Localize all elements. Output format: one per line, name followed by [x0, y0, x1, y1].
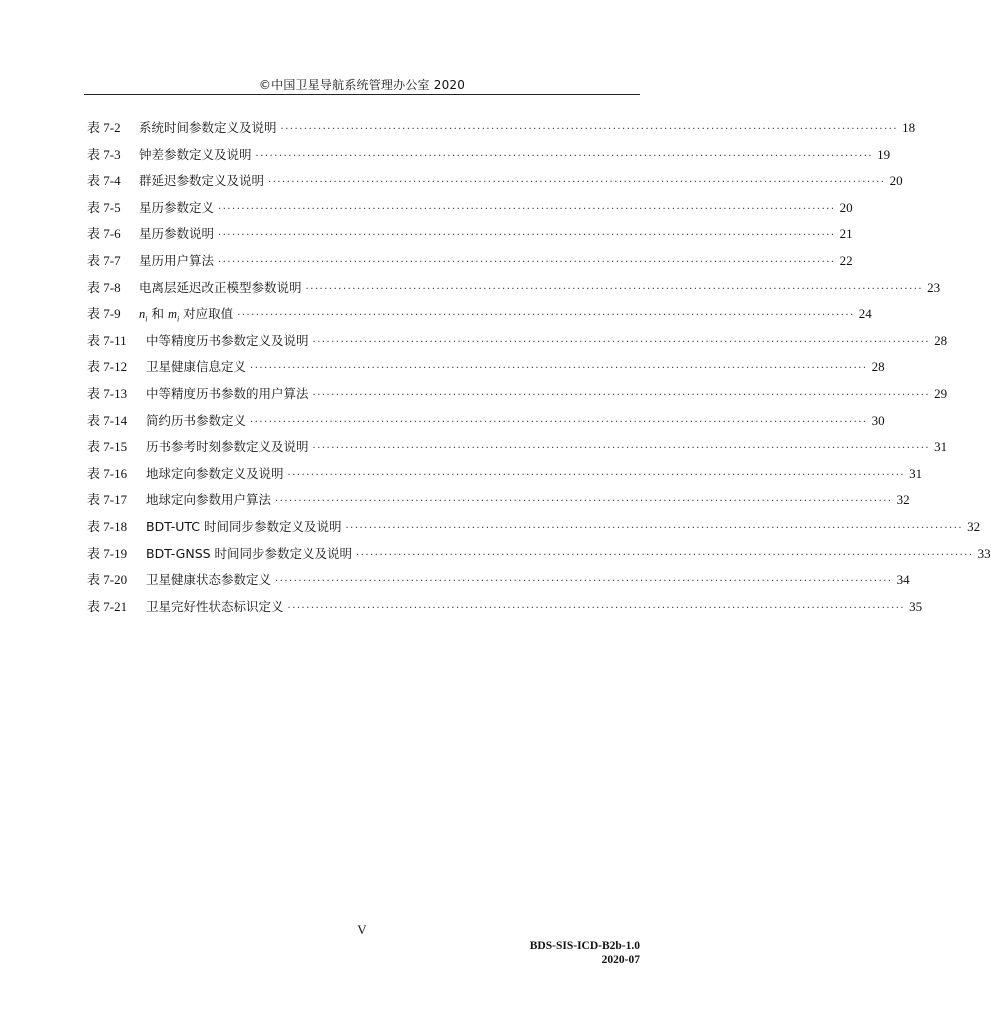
toc-leader: ····································································································································	[287, 469, 906, 481]
toc-page: 22	[839, 252, 853, 268]
toc-label: 表 7-3	[87, 146, 121, 162]
toc-leader: ····································································································································	[356, 549, 974, 561]
toc-label: 表 7-4	[87, 173, 121, 189]
doc-date: 2020-07	[601, 954, 640, 966]
toc-label: 表 7-18	[87, 518, 128, 534]
toc-leader: ····································································································································	[268, 177, 886, 189]
subscript-i: i	[145, 314, 148, 324]
toc-title: BDT-GNSS 时间同步参数定义及说明	[146, 545, 353, 561]
toc-title: 卫星健康状态参数定义	[146, 572, 272, 588]
toc-label: 表 7-16	[87, 465, 128, 481]
toc-label: 表 7-8	[87, 279, 121, 295]
toc-title: 中等精度历书参数的用户算法	[146, 385, 309, 401]
toc-entry-7-6[interactable]	[87, 223, 853, 250]
toc-entry-7-8[interactable]	[87, 277, 941, 304]
toc-title: 卫星健康信息定义	[146, 359, 247, 375]
toc-entry-7-14[interactable]	[87, 410, 885, 437]
toc-entry-7-5[interactable]	[87, 197, 853, 224]
toc-label: 表 7-9	[87, 306, 121, 322]
toc-title: 历书参考时刻参数定义及说明	[146, 439, 309, 455]
toc-page: 31	[934, 439, 948, 455]
toc-title: 星历参数说明	[139, 226, 215, 242]
toc-title: 群延迟参数定义及说明	[139, 173, 265, 189]
toc-page: 34	[896, 572, 910, 588]
toc-leader: ····································································································································	[218, 230, 836, 242]
toc-leader: ····································································································································	[218, 203, 836, 215]
toc-page: 21	[839, 226, 853, 242]
toc-leader: ····································································································································	[312, 389, 931, 401]
toc-page: 28	[871, 359, 885, 375]
toc-leader: ····································································································································	[275, 576, 893, 588]
toc-leader: ····································································································································	[250, 416, 868, 428]
toc-label: 表 7-12	[87, 359, 128, 375]
toc-title: 简约历书参数定义	[146, 412, 247, 428]
toc-entry-7-16[interactable]	[87, 463, 923, 490]
toc-page: 19	[877, 146, 891, 162]
toc-leader: ····································································································································	[312, 443, 931, 455]
toc-entry-7-2[interactable]	[87, 117, 916, 144]
toc-page: 23	[927, 279, 941, 295]
toc-label: 表 7-6	[87, 226, 121, 242]
toc-title: 中等精度历书参数定义及说明	[146, 332, 309, 348]
toc-leader: ····································································································································	[280, 124, 899, 135]
toc-title: 电离层延迟改正模型参数说明	[139, 279, 302, 295]
page-number: V	[357, 922, 367, 937]
toc-title: 钟差参数定义及说明	[139, 146, 252, 162]
toc-entry-7-19[interactable]	[87, 543, 991, 570]
toc-page: 32	[967, 518, 981, 534]
toc-title	[139, 304, 233, 324]
toc-entry-7-13[interactable]	[87, 383, 948, 410]
page-header: ©中国卫星导航系统管理办公室 2020	[258, 78, 466, 92]
toc-label: 表 7-21	[87, 598, 128, 614]
toc-title: 星历用户算法	[139, 252, 215, 268]
toc-title: BDT-UTC 时间同步参数定义及说明	[146, 518, 342, 534]
toc-entry-7-4[interactable]	[87, 170, 903, 197]
toc-leader: ····································································································································	[237, 310, 855, 322]
toc-leader: ····································································································································	[345, 522, 964, 534]
document-identifier	[530, 939, 640, 967]
toc-label: 表 7-13	[87, 385, 128, 401]
variable-m: m	[167, 307, 177, 322]
toc-leader: ····································································································································	[287, 602, 906, 614]
toc-title: 系统时间参数定义及说明	[139, 120, 277, 135]
toc-title: 卫星完好性状态标识定义	[146, 598, 284, 614]
toc-title: 地球定向参数用户算法	[146, 492, 272, 508]
title-conjunction: 和	[147, 306, 168, 322]
toc-label: 表 7-7	[87, 252, 121, 268]
toc-page: 31	[909, 465, 923, 481]
toc-leader: ····································································································································	[250, 363, 868, 375]
toc-entry-7-12[interactable]	[87, 356, 885, 383]
toc-entry-7-7[interactable]	[87, 250, 853, 277]
toc-entry-7-21[interactable]	[87, 596, 923, 623]
toc-leader: ····································································································································	[255, 150, 874, 162]
toc-page: 18	[902, 120, 916, 135]
toc-page: 20	[839, 199, 853, 215]
toc-page: 30	[871, 412, 885, 428]
toc-entry-7-11[interactable]	[87, 330, 948, 357]
toc-page: 35	[909, 598, 923, 614]
toc-label: 表 7-20	[87, 572, 128, 588]
toc-label: 表 7-14	[87, 412, 128, 428]
toc-page: 20	[889, 173, 903, 189]
toc-label: 表 7-2	[87, 120, 121, 135]
toc-label: 表 7-15	[87, 439, 128, 455]
toc-entry-7-18[interactable]	[87, 516, 981, 543]
toc-entry-7-20[interactable]	[87, 569, 910, 596]
toc-leader: ····································································································································	[218, 256, 836, 268]
toc-page: 29	[934, 385, 948, 401]
toc-page: 28	[934, 332, 948, 348]
toc-page: 32	[896, 492, 910, 508]
toc-entry-7-17[interactable]	[87, 489, 910, 516]
table-of-contents	[87, 117, 991, 622]
toc-page: 24	[858, 306, 872, 322]
toc-entry-7-15[interactable]	[87, 436, 948, 463]
header-divider	[84, 94, 640, 95]
toc-label: 表 7-17	[87, 492, 128, 508]
toc-title: 星历参数定义	[139, 199, 215, 215]
toc-leader: ····································································································································	[275, 496, 893, 508]
toc-label: 表 7-11	[87, 332, 127, 348]
toc-label: 表 7-5	[87, 199, 121, 215]
toc-leader: ····································································································································	[312, 336, 931, 348]
toc-page: 33	[977, 545, 991, 561]
toc-entry-7-9[interactable]	[87, 303, 872, 330]
toc-label: 表 7-19	[87, 545, 128, 561]
toc-title: 地球定向参数定义及说明	[146, 465, 284, 481]
toc-leader: ····································································································································	[305, 283, 924, 295]
toc-entry-7-3[interactable]	[87, 144, 891, 171]
doc-id-code: BDS-SIS-ICD-B2b-1.0	[529, 940, 640, 952]
variable-n: n	[139, 307, 146, 322]
title-rest: 对应取值	[179, 306, 234, 322]
subscript-i: i	[176, 314, 180, 324]
